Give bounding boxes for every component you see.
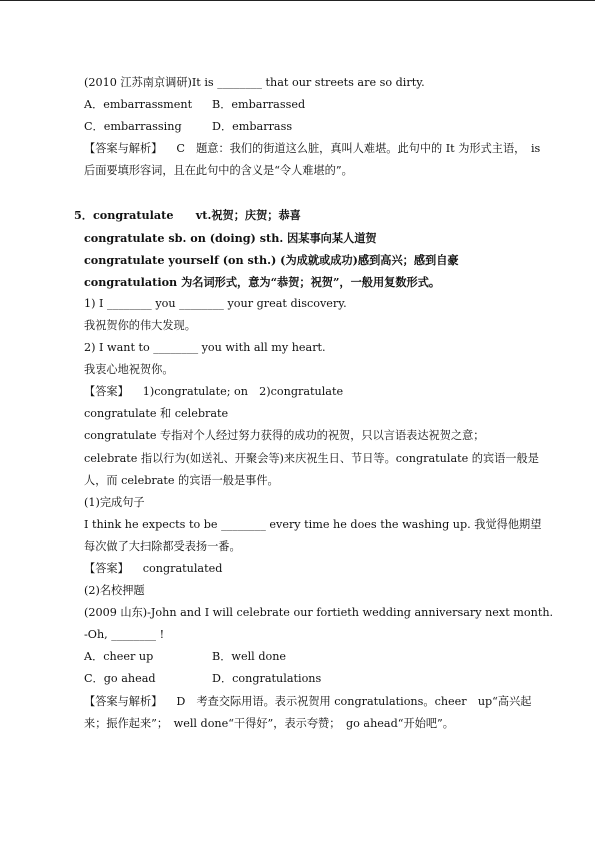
phrase-1: congratulate sb. on (doing) sth. 因某事向某人道贺 — [84, 230, 377, 245]
q1-option-b: B．embarrassed — [212, 98, 306, 112]
part2-option-d: D．congratulations — [212, 672, 322, 686]
part1-answer — [84, 558, 544, 580]
example-1: 1) I ________ you ________ your great discovery. — [84, 296, 347, 310]
top-rule — [0, 0, 595, 1]
part2-answer-text: D 考查交际用语。表示祝贺用 congratulations。cheer up“高兴起来；振作起来”； well done“干得好”，表示夸赞； go ahead“开始吧”。 — [84, 694, 532, 730]
part2-option-c: C．go ahead — [84, 672, 156, 686]
phrase-3: congratulation 为名词形式，意为“恭贺；祝贺”，一般用复数形式。 — [84, 274, 441, 289]
part2-options-row-2 — [84, 668, 544, 690]
part2-options-row-1 — [84, 646, 544, 668]
section5-heading: 5．congratulate vt.祝贺；庆贺；恭喜 — [74, 208, 301, 223]
q1-option-d: D．embarrass — [212, 120, 293, 134]
document-body — [74, 72, 554, 735]
q1-answer — [84, 138, 544, 182]
examples-answer-label: 【答案】 — [84, 385, 129, 399]
phrase-2: congratulate yourself (on sth.) (为成就或成功)感到高兴；感到自豪 — [84, 252, 459, 267]
example-1-translation: 我祝贺你的伟大发现。 — [84, 318, 196, 332]
part2-question-line-1: (2009 山东)-John and I will celebrate our fortieth wedding anniversary next month. — [84, 606, 554, 620]
part1-question: I think he expects to be ________ every time he does the washing up. 我觉得他期望每次做了大扫除都受表扬一番。 — [84, 517, 542, 553]
q1-options-row-2 — [84, 116, 544, 138]
examples-answer — [84, 381, 544, 403]
part2-answer — [84, 691, 544, 735]
part2-title: (2)名校押题 — [84, 584, 145, 598]
example-2: 2) I want to ________ you with all my heart. — [84, 341, 326, 355]
q1-option-c: C．embarrassing — [84, 120, 182, 134]
q1-answer-text: C 题意：我们的街道这么脏，真叫人难堪。此句中的 It 为形式主语， is 后面要填形容词，且在此句中的含义是“令人难堪的”。 — [84, 142, 541, 178]
compare-title: congratulate 和 celebrate — [84, 407, 229, 421]
q1-options-row-1 — [84, 94, 544, 116]
examples-answer-text: 1)congratulate; on 2)congratulate — [142, 385, 344, 399]
part2-option-b: B．well done — [212, 650, 287, 664]
compare-paragraph-2: celebrate 指以行为(如送礼、开聚会等)来庆祝生日、节日等。congratulate 的宾语一般是人，而 celebrate 的宾语一般是事件。 — [84, 451, 539, 487]
q1-answer-label: 【答案与解析】 — [84, 142, 163, 156]
part2-option-a: A．cheer up — [84, 650, 154, 664]
q1-question: (2010 江苏南京调研)It is ________ that our streets are so dirty. — [84, 76, 425, 89]
example-2-translation: 我衷心地祝贺你。 — [84, 363, 174, 377]
q1-option-a: A．embarrassment — [84, 98, 193, 112]
compare-paragraph-1: congratulate 专指对个人经过努力获得的成功的祝贺，只以言语表达祝贺之意； — [84, 429, 485, 443]
part1-title: (1)完成句子 — [84, 495, 145, 509]
part1-answer-label: 【答案】 — [84, 561, 129, 575]
part1-answer-text: congratulated — [142, 561, 223, 575]
part2-answer-label: 【答案与解析】 — [84, 694, 163, 708]
part2-question-line-2: -Oh, ________ ! — [84, 628, 165, 642]
